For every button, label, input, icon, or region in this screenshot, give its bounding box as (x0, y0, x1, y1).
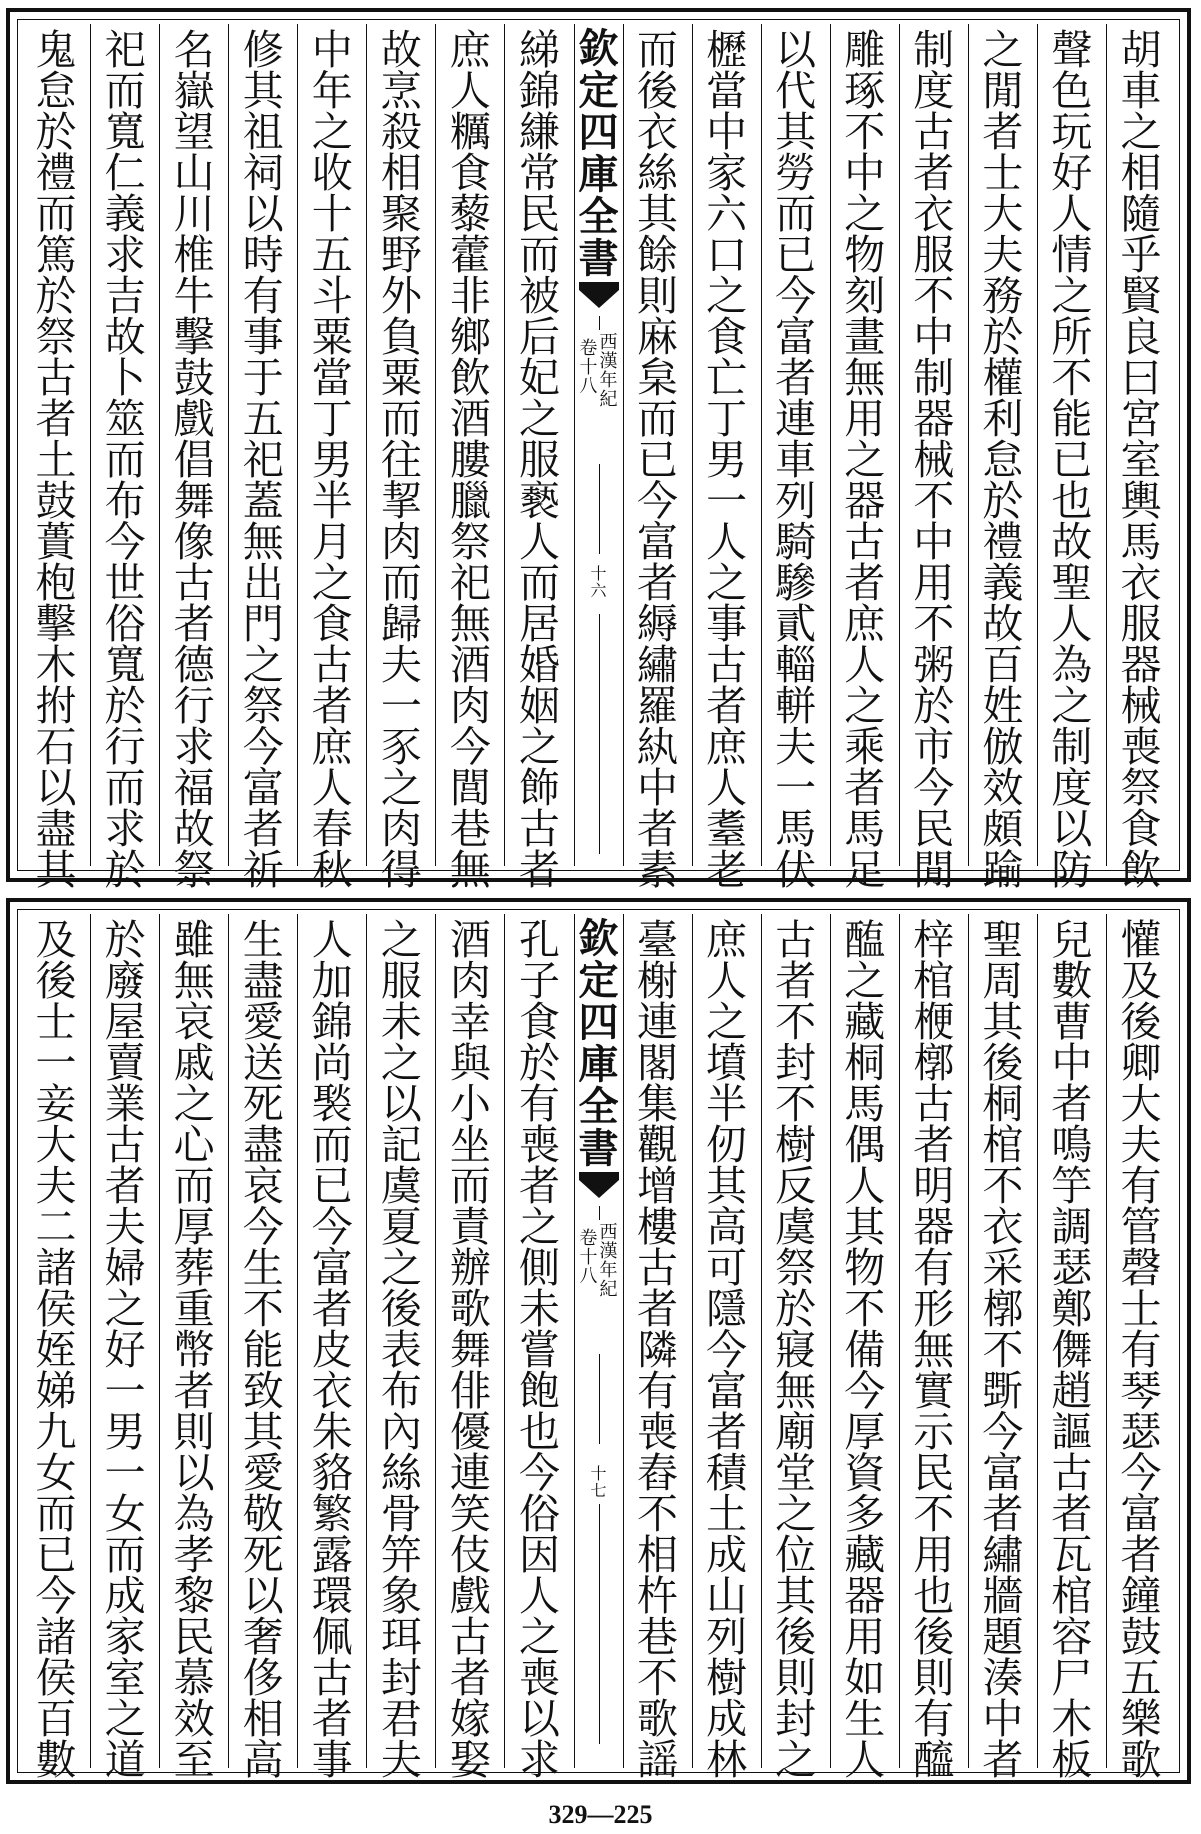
text-column: 故 烹 殺 相 聚 野 外 負 粟 而 往 挈 肉 而 歸 夫 一 豕 之 肉 得 (366, 24, 435, 866)
text-column: 庶 人 之 墳 半 仞 其 高 可 隱 今 富 者 積 土 成 山 列 樹 成 林 (692, 914, 761, 1768)
volume-label: 卷 十 八 (579, 1228, 598, 1287)
column-grid (22, 914, 1175, 1784)
text-column: 古 者 不 封 不 樹 反 虞 祭 於 寢 無 廟 堂 之 位 其 後 則 封 之 (761, 914, 830, 1768)
text-column: 名 嶽 望 山 川 椎 牛 擊 鼓 戲 倡 舞 像 古 者 德 行 求 福 故 祭 (159, 24, 228, 866)
text-column: 庶 人 糲 食 藜 藿 非 鄉 飲 酒 膢 臘 祭 祀 無 酒 肉 今 閭 巷 無 (435, 24, 504, 866)
leaf-number: 十 六 (590, 564, 607, 600)
page-panel-lower (6, 898, 1191, 1784)
text-column: 之 閒 者 士 大 夫 務 於 權 利 怠 於 禮 義 故 百 姓 倣 效 頗 踰 (968, 24, 1037, 866)
text-column: 祀 而 寬 仁 義 求 吉 故 卜 筮 而 布 今 世 俗 寬 於 行 而 求 於 (90, 24, 159, 866)
center-rule (599, 614, 600, 854)
running-title: 西 漢 年 紀 (599, 1222, 618, 1300)
text-column: 酒 肉 幸 與 小 坐 而 責 辦 歌 舞 俳 優 連 笑 伎 戲 古 者 嫁 娶 (435, 914, 504, 1768)
leaf-number: 十 七 (590, 1464, 607, 1500)
center-fold-column (574, 914, 623, 1768)
fishtail-mark (579, 282, 619, 310)
text-column: 之 服 未 之 以 記 虞 夏 之 後 表 布 內 絲 骨 笄 象 珥 封 君 夫 (366, 914, 435, 1768)
text-column: 人 加 錦 尚 褧 而 已 今 富 者 皮 衣 朱 貉 繁 露 環 佩 古 者 事 (297, 914, 366, 1768)
text-column: 雖 無 哀 戚 之 心 而 厚 葬 重 幣 者 則 以 為 孝 黎 民 慕 效 至 (159, 914, 228, 1768)
fishtail-mark (579, 1172, 619, 1200)
column-grid (22, 24, 1175, 894)
center-meta (575, 334, 623, 434)
text-column: 於 廢 屋 賣 業 古 者 夫 婦 之 好 一 男 一 女 而 成 家 室 之 道 (90, 914, 159, 1768)
text-column: 聖 周 其 後 桐 棺 不 衣 采 槨 不 斲 今 富 者 繡 牆 題 湊 中 者 (968, 914, 1037, 1768)
text-column: 綈 錦 縑 常 民 而 被 后 妃 之 服 褻 人 而 居 婚 姻 之 飾 古 者 (504, 24, 573, 866)
book-title: 欽 定 四 庫 全 書 (578, 915, 619, 1172)
text-column: 及 後 士 一 妾 大 夫 二 諸 侯 姪 娣 九 女 而 已 今 諸 侯 百 數 (35, 916, 77, 1784)
text-column: 孔 子 食 於 有 喪 者 之 側 未 嘗 飽 也 今 俗 因 人 之 喪 以 求 (504, 914, 573, 1768)
text-column: 而 後 衣 絲 其 餘 則 麻 枲 而 已 今 富 者 縟 繡 羅 紈 中 者 素 (623, 24, 692, 866)
text-column: 中 年 之 收 十 五 斗 粟 當 丁 男 半 月 之 食 古 者 庶 人 春 秋 (297, 24, 366, 866)
center-rule (599, 1206, 600, 1220)
page-footer-number: 329—225 (548, 1800, 653, 1829)
text-column: 醢 之 藏 桐 馬 偶 人 其 物 不 備 今 厚 資 多 藏 器 用 如 生 人 (830, 914, 899, 1768)
text-column: 聲 色 玩 好 人 情 之 所 不 能 已 也 故 聖 人 為 之 制 度 以 防 (1037, 24, 1106, 866)
center-rule (599, 316, 600, 330)
text-column: 制 度 古 者 衣 服 不 中 制 器 械 不 中 用 不 粥 於 市 今 民 閒 (899, 24, 968, 866)
volume-label: 卷 十 八 (579, 338, 598, 397)
text-column: 鬼 怠 於 禮 而 篤 於 祭 古 者 土 鼓 蕢 枹 擊 木 拊 石 以 盡 其 (35, 26, 77, 894)
book-title: 欽 定 四 庫 全 書 (578, 25, 619, 282)
text-column: 臺 榭 連 閣 集 觀 增 樓 古 者 隣 有 喪 舂 不 相 杵 巷 不 歌 謡 (623, 914, 692, 1768)
text-column: 生 盡 愛 送 死 盡 哀 今 生 不 能 致 其 愛 敬 死 以 奢 侈 相 高 (228, 914, 297, 1768)
text-column: 櫪 當 中 家 六 口 之 食 亡 丁 男 一 人 之 事 古 者 庶 人 耋 老 (692, 24, 761, 866)
text-column: 兒 數 曹 中 者 鳴 竽 調 瑟 鄭 儛 趙 謳 古 者 瓦 棺 容 尸 木 板 (1037, 914, 1106, 1768)
text-column: 胡 車 之 相 隨 乎 賢 良 曰 宮 室 輿 馬 衣 服 器 械 喪 祭 食 飲 (1106, 24, 1175, 866)
text-column: 懽 及 後 卿 大 夫 有 管 磬 士 有 琴 瑟 今 富 者 鐘 鼓 五 樂 歌 (1106, 914, 1175, 1768)
text-column: 梓 棺 楩 槨 古 者 明 器 有 形 無 實 示 民 不 用 也 後 則 有 醯 (899, 914, 968, 1768)
text-column: 雕 琢 不 中 之 物 刻 畫 無 用 之 器 古 者 庶 人 之 乘 者 馬 足 (830, 24, 899, 866)
center-meta (575, 1224, 623, 1324)
center-fold-column (574, 24, 623, 866)
center-rule (599, 1354, 600, 1444)
text-column: 以 代 其 勞 而 已 今 富 者 連 車 列 騎 驂 貳 輜 軿 夫 一 馬 伏 (761, 24, 830, 866)
center-rule (599, 1504, 600, 1744)
page-panel-upper (6, 8, 1191, 894)
center-rule (599, 464, 600, 554)
running-title: 西 漢 年 紀 (599, 332, 618, 410)
text-column: 修 其 祖 祠 以 時 有 事 于 五 祀 蓋 無 出 門 之 祭 今 富 者 祈 (228, 24, 297, 866)
